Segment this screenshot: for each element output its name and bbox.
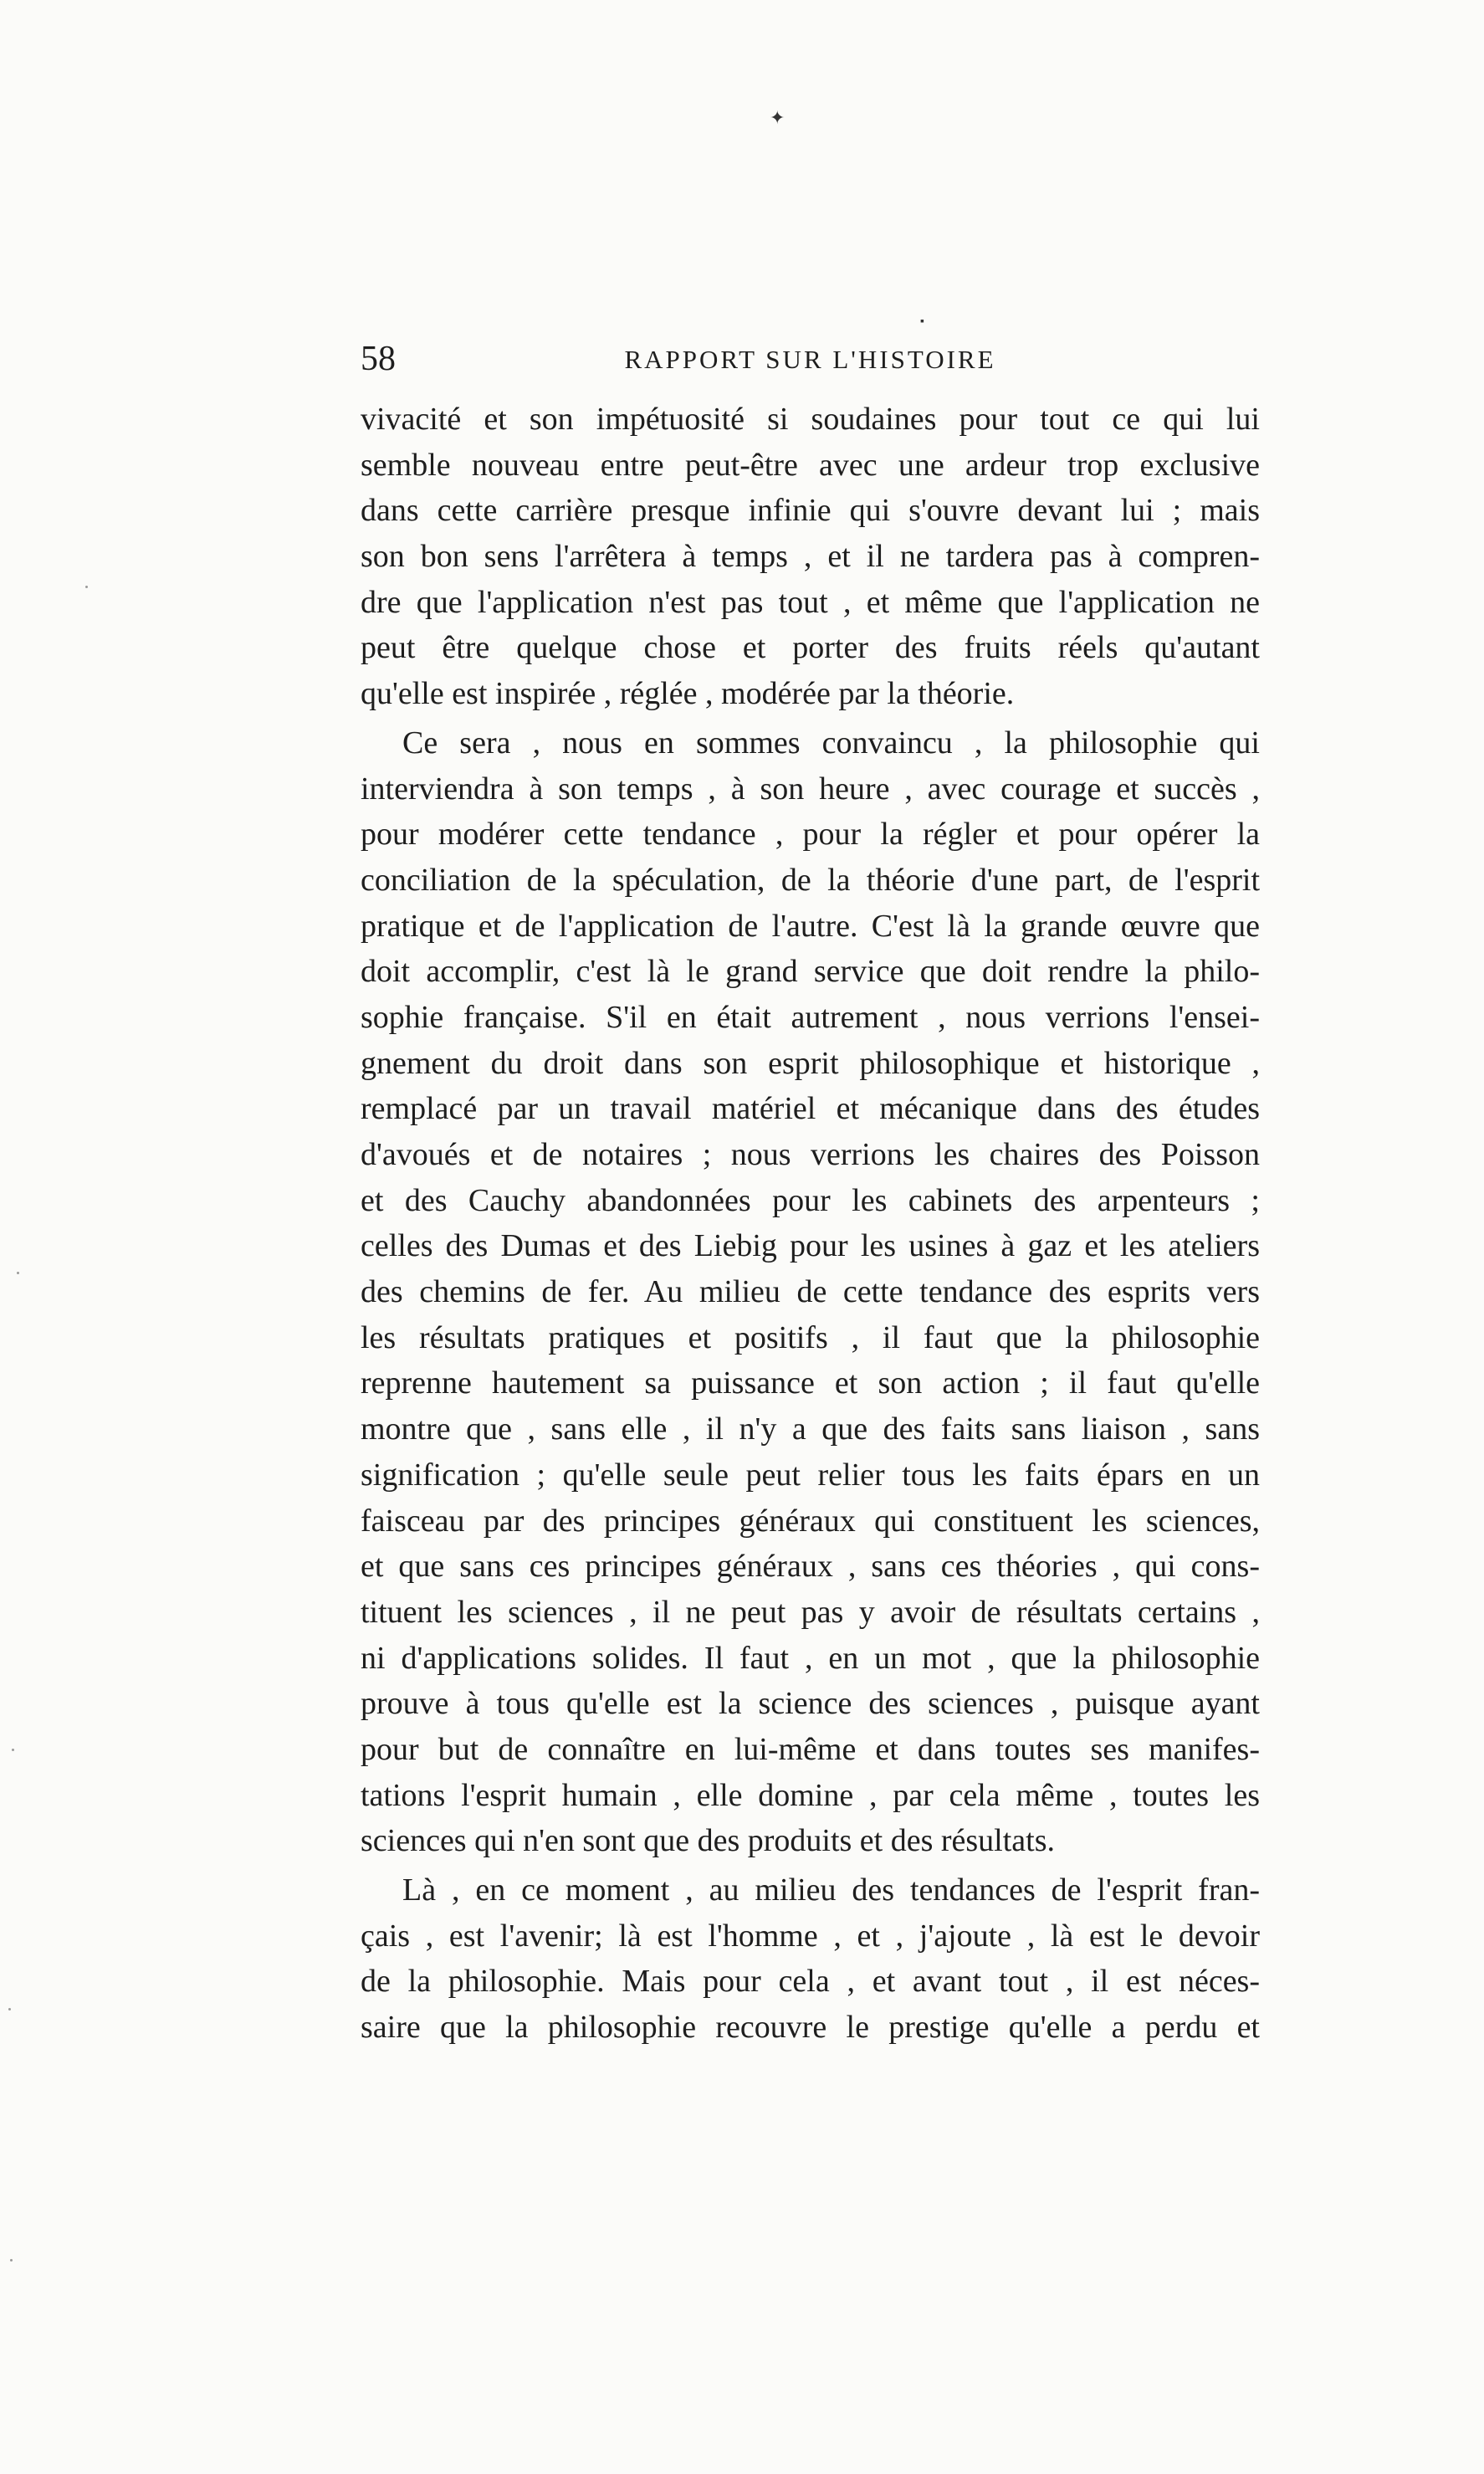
- text-line: d'avoués et de notaires ; nous verrions les chaires des Poisson: [361, 1137, 1260, 1172]
- text-line: peut être quelque chose et porter des fruits réels qu'autant: [361, 630, 1260, 666]
- text-line: Là , en ce moment , au milieu des tendances de l'esprit fran-: [402, 1872, 1260, 1908]
- paragraph-2: [361, 720, 1260, 1864]
- text-line: tituent les sciences , il ne peut pas y avoir de résultats certains ,: [361, 1594, 1260, 1630]
- paragraph-1: [361, 397, 1260, 717]
- text-line: les résultats pratiques et positifs , il faut que la philosophie: [361, 1319, 1260, 1355]
- text-line: doit accomplir, c'est là le grand service que doit rendre la philo-: [361, 954, 1260, 990]
- text-line: prouve à tous qu'elle est la science des sciences , puisque ayant: [361, 1686, 1260, 1722]
- text-line: gnement du droit dans son esprit philosophique et historique ,: [361, 1045, 1260, 1081]
- text-line: dans cette carrière presque infinie qui s'ouvre devant lui ; mais: [361, 493, 1260, 529]
- page-number: 58: [361, 340, 396, 378]
- text-line: sciences qui n'en sont que des produits et des résultats.: [361, 1823, 1056, 1859]
- page-header: [361, 335, 1260, 385]
- text-line: tations l'esprit humain , elle domine , par cela même , toutes les: [361, 1777, 1260, 1813]
- text-line: son bon sens l'arrêtera à temps , et il ne tardera pas à compren-: [361, 539, 1260, 575]
- text-line: signification ; qu'elle seule peut relier tous les faits épars en un: [361, 1457, 1260, 1493]
- margin-speck: [17, 1272, 19, 1274]
- text-line: Ce sera , nous en sommes convaincu , la philosophie qui: [402, 725, 1260, 761]
- margin-speck: [10, 2259, 13, 2261]
- text-line: interviendra à son temps , à son heure , avec courage et succès ,: [361, 771, 1260, 807]
- text-line: qu'elle est inspirée , réglée , modérée par la théorie.: [361, 676, 1015, 712]
- body-text: [361, 397, 1260, 2051]
- text-line: des chemins de fer. Au milieu de cette tendance des esprits vers: [361, 1274, 1260, 1310]
- text-line: vivacité et son impétuosité si soudaines pour tout ce qui lui: [361, 402, 1260, 437]
- text-line: çais , est l'avenir; là est l'homme , et , j'ajoute , là est le devoir: [361, 1918, 1260, 1954]
- text-line: conciliation de la spéculation, de la théorie d'une part, de l'esprit: [361, 862, 1260, 898]
- text-line: reprenne hautement sa puissance et son action ; il faut qu'elle: [361, 1365, 1260, 1401]
- text-line: pratique et de l'application de l'autre. C'est là la grande œuvre que: [361, 908, 1260, 944]
- text-line: remplacé par un travail matériel et mécanique dans des études: [361, 1091, 1260, 1127]
- text-line: montre que , sans elle , il n'y a que des faits sans liaison , sans: [361, 1411, 1260, 1447]
- text-line: dre que l'application n'est pas tout , et même que l'application ne: [361, 584, 1260, 620]
- text-line: sophie française. S'il en était autrement , nous verrions l'ensei-: [361, 999, 1260, 1035]
- text-line: faisceau par des principes généraux qui constituent les sciences,: [361, 1503, 1260, 1539]
- text-line: pour modérer cette tendance , pour la régler et pour opérer la: [361, 817, 1260, 853]
- text-line: et des Cauchy abandonnées pour les cabinets des arpenteurs ;: [361, 1182, 1260, 1218]
- text-line: pour but de connaître en lui-même et dans toutes ses manifes-: [361, 1731, 1260, 1767]
- margin-speck: [8, 2008, 11, 2010]
- ink-mark-top: ✦: [770, 107, 785, 128]
- text-line: celles des Dumas et des Liebig pour les usines à gaz et les ateliers: [361, 1228, 1260, 1264]
- margin-speck: [85, 586, 88, 588]
- text-line: de la philosophie. Mais pour cela , et avant tout , il est néces-: [361, 1964, 1260, 2000]
- paragraph-3: [361, 1867, 1260, 2051]
- text-line: semble nouveau entre peut-être avec une ardeur trop exclusive: [361, 447, 1260, 483]
- ink-mark-header: ▪: [920, 315, 924, 328]
- running-title: RAPPORT SUR L'HISTOIRE: [624, 345, 996, 374]
- text-line: saire que la philosophie recouvre le prestige qu'elle a perdu et: [361, 2010, 1260, 2046]
- text-line: ni d'applications solides. Il faut , en un mot , que la philosophie: [361, 1640, 1260, 1676]
- text-line: et que sans ces principes généraux , sans ces théories , qui cons-: [361, 1549, 1260, 1585]
- margin-speck: [12, 1749, 14, 1751]
